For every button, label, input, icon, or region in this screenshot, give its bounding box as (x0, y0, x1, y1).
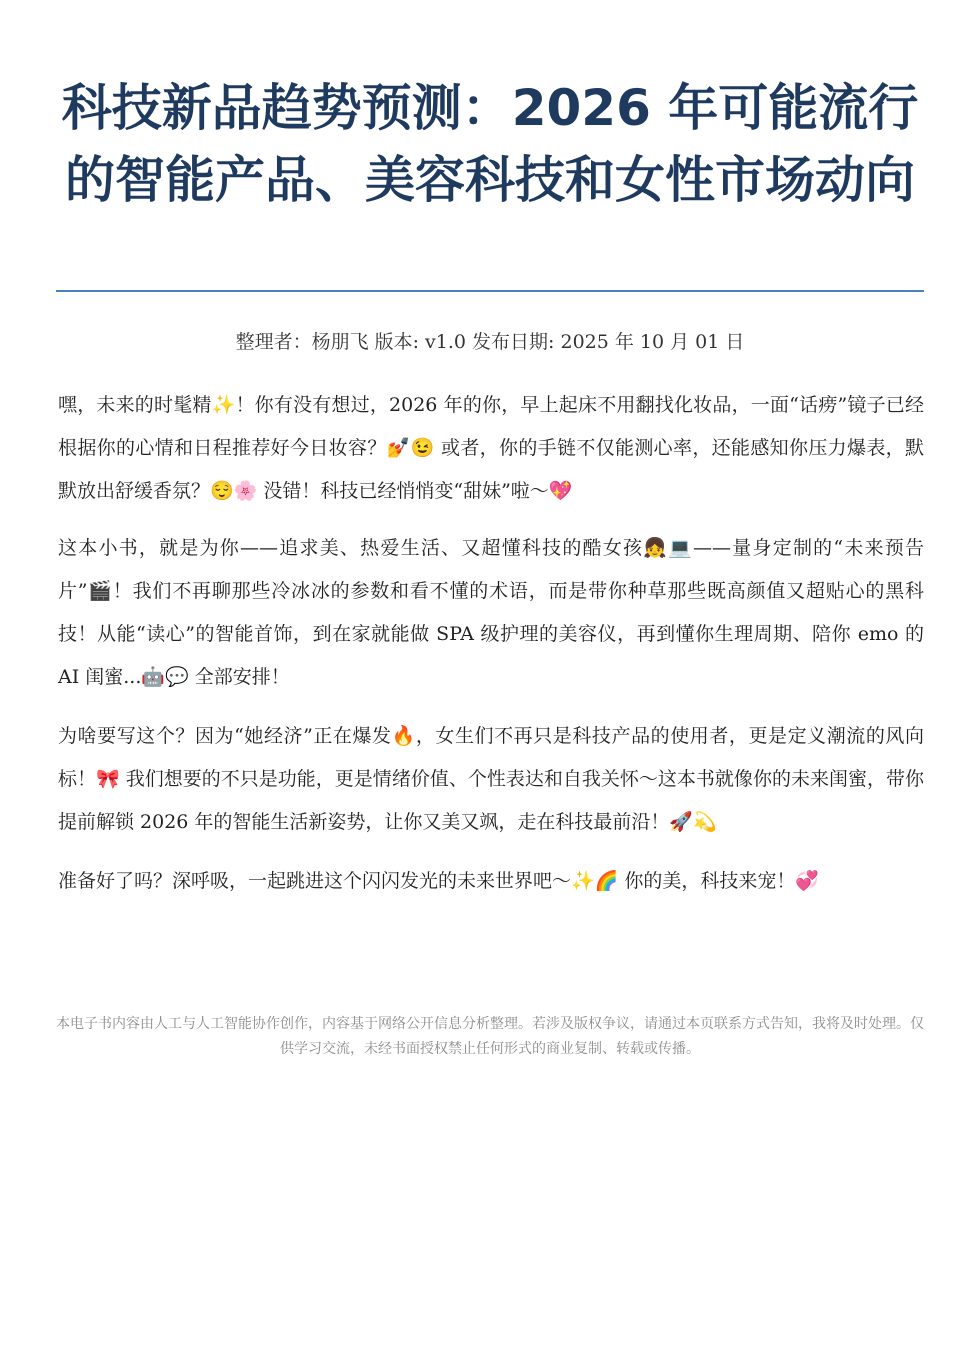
page-title: 科技新品趋势预测：2026 年可能流行的智能产品、美容科技和女性市场动向 (61, 79, 919, 209)
title-divider (56, 290, 924, 292)
paragraph-intro: 嘿，未来的时髦精✨！你有没有想过，2026 年的你，早上起床不用翻找化妆品，一面“话痨”镜子已经根据你的心情和日程推荐好今日妆容？💅😉 或者，你的手链不仅能测心率，还能感知你压力爆表，默默放出舒缓香氛？😌🌸 没错！科技已经悄悄变“甜妹”啦～💖 (58, 394, 924, 502)
copyright-notice: 本电子书内容由人工与人工智能协作创作，内容基于网络公开信息分析整理。若涉及版权争议，请通过本页联系方式告知，我将及时处理。仅供学习交流，未经书面授权禁止任何形式的商业复制、转载或传播。 (56, 1016, 924, 1057)
document-body (58, 384, 924, 919)
document-meta: 整理者：杨朋飞 版本: v1.0 发布日期: 2025 年 10 月 01 日 (235, 331, 745, 353)
paragraph-why: 为啥要写这个？因为“她经济”正在爆发🔥，女生们不再只是科技产品的使用者，更是定义潮流的风向标！🎀 我们想要的不只是功能，更是情绪价值、个性表达和自我关怀～这本书就像你的未来闺蜜，带你提前解锁 2026 年的智能生活新姿势，让你又美又飒，走在科技最前沿！🚀💫 (58, 725, 924, 833)
paragraph-audience: 这本小书，就是为你——追求美、热爱生活、又超懂科技的酷女孩👧💻——量身定制的“未来预告片”🎬！我们不再聊那些冷冰冰的参数和看不懂的术语，而是带你种草那些既高颜值又超贴心的黑科技！从能“读心”的智能首饰，到在家就能做 SPA 级护理的美容仪，再到懂你生理周期、陪你 emo 的 AI 闺蜜...🤖💬 全部安排！ (58, 537, 924, 688)
paragraph-closing: 准备好了吗？深呼吸，一起跳进这个闪闪发光的未来世界吧～✨🌈 你的美，科技来宠！💞 (58, 870, 820, 892)
